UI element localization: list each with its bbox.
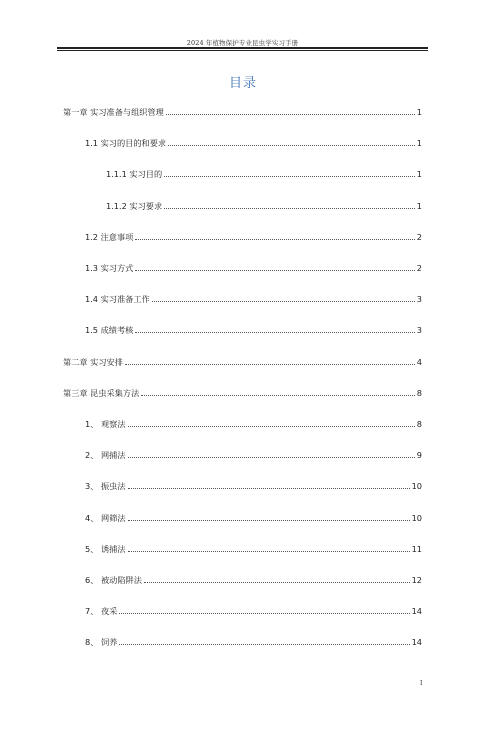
toc-entry-page: 1 — [416, 107, 422, 117]
toc-entry[interactable] — [85, 574, 422, 586]
toc-leader-dots — [119, 613, 409, 614]
toc-entry-label: 1、 观察法 — [85, 419, 126, 429]
toc-entry[interactable] — [63, 387, 422, 399]
toc-entry-label: 1.3 实习方式 — [85, 263, 134, 273]
toc-entry-label: 7、 夜采 — [85, 606, 118, 617]
toc-leader-dots — [144, 582, 410, 583]
toc-title: 目录 — [228, 76, 257, 91]
toc-leader-dots — [128, 426, 415, 427]
toc-leader-dots — [164, 208, 415, 209]
toc-entry-page: 14 — [411, 637, 422, 648]
toc-leader-dots — [128, 457, 415, 458]
toc-entry-page: 9 — [416, 450, 422, 461]
toc-entry[interactable] — [85, 636, 422, 648]
toc-entry-label: 1.4 实习准备工作 — [85, 294, 150, 305]
page-number: I — [420, 680, 423, 687]
running-header: 2024 年植物保护专业昆虫学实习手册 — [186, 39, 299, 47]
toc-entry-label: 5、 诱捕法 — [85, 543, 126, 554]
toc-leader-dots — [119, 644, 409, 645]
toc-leader-dots — [135, 332, 414, 333]
toc-entry-page: 3 — [416, 294, 422, 305]
toc-entry[interactable] — [85, 543, 422, 555]
toc-leader-dots — [128, 551, 410, 552]
toc-entry-page: 12 — [411, 575, 422, 585]
toc-entry[interactable] — [85, 512, 422, 524]
toc-entry-page: 2 — [416, 263, 422, 273]
toc-entry-label: 2、 网捕法 — [85, 450, 126, 461]
toc-entry-label: 4、 网筛法 — [85, 512, 126, 523]
toc-entry-page: 1 — [416, 200, 422, 211]
toc-leader-dots — [135, 270, 414, 271]
toc-entry-label: 3、 振虫法 — [85, 481, 126, 492]
toc-entry[interactable] — [85, 418, 422, 430]
toc-entry-label: 1.2 注意事项 — [85, 231, 134, 242]
toc-entry-label: 6、 被动陷阱法 — [85, 575, 142, 585]
toc-entry[interactable] — [85, 293, 422, 305]
toc-entry-page: 10 — [411, 512, 422, 523]
toc-entry-label: 1.1 实习的目的和要求 — [85, 138, 167, 149]
toc-leader-dots — [125, 364, 415, 365]
toc-entry[interactable] — [85, 449, 422, 461]
toc-entry[interactable] — [85, 324, 422, 336]
toc-entry-page: 11 — [411, 543, 422, 554]
toc-entry-label: 1.1.2 实习要求 — [106, 200, 163, 211]
toc-entry-page: 8 — [416, 387, 422, 398]
toc-entry[interactable] — [85, 605, 422, 617]
toc-leader-dots — [128, 520, 410, 521]
toc-entry-label: 第三章 昆虫采集方法 — [63, 387, 140, 398]
toc-leader-dots — [141, 395, 414, 396]
toc-leader-dots — [168, 145, 415, 146]
toc-entry-label: 第一章 实习准备与组织管理 — [63, 107, 164, 117]
toc-entry[interactable] — [85, 137, 422, 149]
toc-entry[interactable] — [85, 231, 422, 243]
toc-entry-label: 1.1.1 实习目的 — [106, 169, 163, 180]
toc-entry-page: 1 — [416, 169, 422, 180]
toc-leader-dots — [128, 488, 410, 489]
toc-leader-dots — [166, 114, 415, 115]
toc-entry-label: 第二章 实习安排 — [63, 356, 123, 367]
toc-leader-dots — [164, 176, 415, 177]
toc-entry-page: 8 — [416, 419, 422, 429]
toc-entry-page: 4 — [416, 356, 422, 367]
toc-entry-label: 1.5 成绩考核 — [85, 325, 134, 336]
toc-entry-page: 3 — [416, 325, 422, 336]
toc-entry[interactable] — [85, 262, 422, 274]
toc-entry[interactable] — [63, 106, 422, 118]
toc-entry-page: 10 — [411, 481, 422, 492]
toc-leader-dots — [135, 239, 414, 240]
toc-entry[interactable] — [106, 168, 422, 180]
toc-entry-page: 14 — [411, 606, 422, 617]
toc-entry-page: 2 — [416, 231, 422, 242]
toc-entry-page: 1 — [416, 138, 422, 149]
toc-entry-label: 8、 饲养 — [85, 637, 118, 648]
toc-entry[interactable] — [85, 480, 422, 492]
toc-entry[interactable] — [106, 200, 422, 212]
toc-leader-dots — [152, 301, 415, 302]
toc-entry[interactable] — [63, 356, 422, 368]
